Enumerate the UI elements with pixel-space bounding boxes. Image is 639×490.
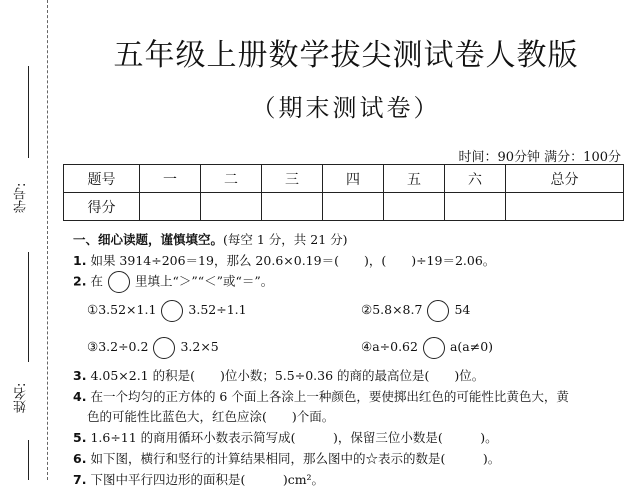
score-header-cell: 三 xyxy=(262,165,323,193)
compare-circle-icon xyxy=(108,271,130,293)
question-5 xyxy=(73,428,628,449)
score-table-score-row xyxy=(64,193,624,221)
section-title: 一、细心读题，谨慎填空。 xyxy=(73,232,223,247)
compare-item xyxy=(347,300,621,322)
name-line xyxy=(28,252,29,362)
compare-row xyxy=(73,329,628,366)
question-6 xyxy=(73,449,628,470)
cut-line xyxy=(47,0,48,480)
question-text: 里填上“＞”“＜”或“＝”。 xyxy=(135,274,273,289)
score-cell[interactable] xyxy=(506,193,624,221)
score-cell[interactable] xyxy=(201,193,262,221)
compare-right: 3.52÷1.1 xyxy=(188,300,246,321)
question-1 xyxy=(73,251,628,272)
question-text: 1.6÷11 的商用循环小数表示简写成( )，保留三位小数是( )。 xyxy=(90,430,497,445)
page-subtitle: （期末测试卷） xyxy=(58,88,634,123)
score-header-cell: 五 xyxy=(384,165,445,193)
question-text: 4.05×2.1 的积是( )位小数；5.5÷0.36 的商的最高位是( )位。 xyxy=(90,368,484,383)
score-cell[interactable] xyxy=(384,193,445,221)
questions xyxy=(73,230,628,490)
score-header-cell: 一 xyxy=(140,165,201,193)
score-cell[interactable] xyxy=(323,193,384,221)
class-line xyxy=(28,440,29,480)
score-table-header-row xyxy=(64,165,624,193)
question-number: 5. xyxy=(73,430,86,445)
question-3 xyxy=(73,366,628,387)
score-header-cell: 总分 xyxy=(506,165,624,193)
compare-item xyxy=(347,337,621,359)
student-number-label: 学号: xyxy=(14,178,34,218)
question-4 xyxy=(73,387,628,408)
question-text: 如下图，横行和竖行的计算结果相同，那么图中的☆表示的数是( )。 xyxy=(90,451,500,466)
score-header-cell: 题号 xyxy=(64,165,140,193)
score-header-cell: 四 xyxy=(323,165,384,193)
compare-left: ①3.52×1.1 xyxy=(87,300,156,321)
answer-circle-icon[interactable] xyxy=(427,300,449,322)
question-text: 在一个均匀的正方体的 6 个面上各涂上一种颜色，要使掷出红色的可能性比黄色大，黄 xyxy=(90,389,568,404)
question-text: 如果 3914÷206＝19，那么 20.6×0.19＝( )，( )÷19＝2.06。 xyxy=(90,253,495,268)
compare-row xyxy=(73,292,628,329)
compare-left: ③3.2÷0.2 xyxy=(87,337,148,358)
name-label: 姓名: xyxy=(14,378,34,418)
compare-left: ②5.8×8.7 xyxy=(361,300,422,321)
question-number: 3. xyxy=(73,368,86,383)
question-4-continued xyxy=(73,407,628,428)
question-number: 7. xyxy=(73,472,86,487)
answer-circle-icon[interactable] xyxy=(423,337,445,359)
compare-right: 3.2×5 xyxy=(180,337,218,358)
question-number: 4. xyxy=(73,389,86,404)
section-heading xyxy=(73,230,628,251)
binding-margin xyxy=(0,0,52,480)
page-title: 五年级上册数学拔尖测试卷人教版 xyxy=(58,30,634,74)
exam-time-and-score: 时间：90分钟 满分：100分 xyxy=(459,146,622,165)
question-number: 6. xyxy=(73,451,86,466)
question-text: 在 xyxy=(90,274,103,289)
student-number-line xyxy=(28,66,29,158)
score-header-cell: 二 xyxy=(201,165,262,193)
question-number: 2. xyxy=(73,274,86,289)
compare-item xyxy=(73,300,347,322)
compare-left: ④a÷0.62 xyxy=(361,337,418,358)
score-row-label: 得分 xyxy=(64,193,140,221)
compare-item xyxy=(73,337,347,359)
answer-circle-icon[interactable] xyxy=(161,300,183,322)
answer-circle-icon[interactable] xyxy=(153,337,175,359)
question-text: 下图中平行四边形的面积是( )cm²。 xyxy=(90,472,324,487)
question-text: 色的可能性比蓝色大，红色应涂( )个面。 xyxy=(87,409,334,424)
compare-right: 54 xyxy=(454,300,470,321)
question-2 xyxy=(73,271,628,292)
score-table xyxy=(63,164,624,221)
score-cell[interactable] xyxy=(140,193,201,221)
score-header-cell: 六 xyxy=(445,165,506,193)
compare-right: a(a≠0) xyxy=(450,337,493,358)
score-cell[interactable] xyxy=(445,193,506,221)
section-note: (每空 1 分，共 21 分) xyxy=(223,232,348,247)
score-cell[interactable] xyxy=(262,193,323,221)
question-number: 1. xyxy=(73,253,86,268)
